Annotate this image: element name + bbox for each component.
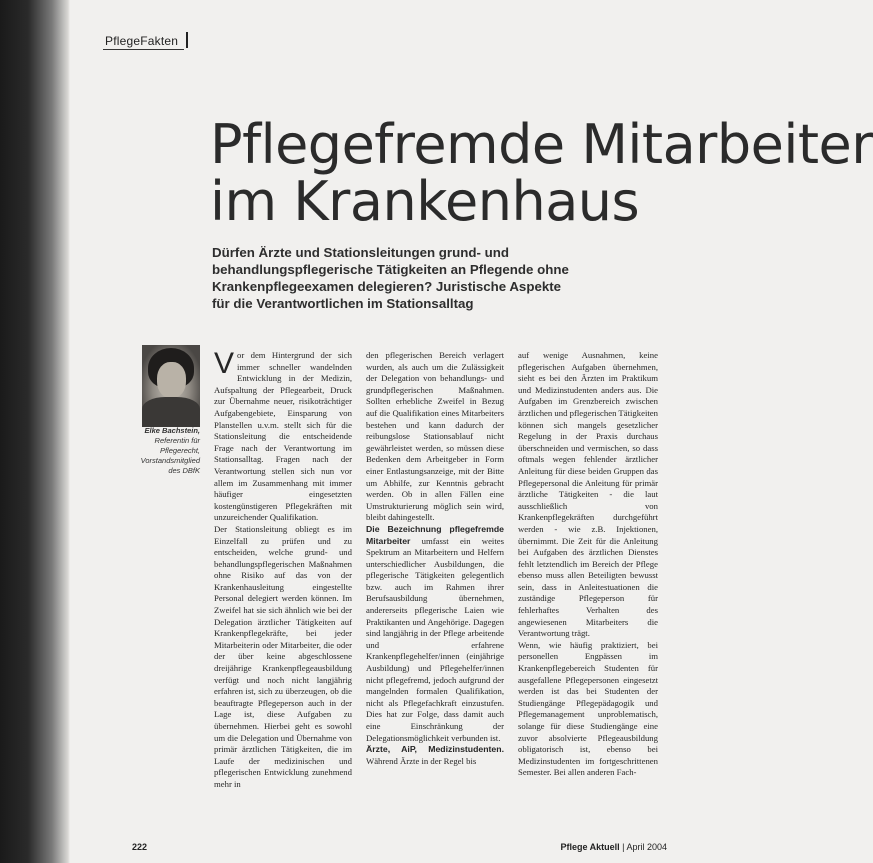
section-heading: Ärzte, AiP, Medizinstudenten. — [366, 744, 504, 755]
photo-shoulders — [142, 397, 200, 427]
title-line-1: Pflegefremde Mitarbeiter — [210, 113, 873, 176]
paragraph: auf wenige Ausnahmen, keine pflegerischen Aufgaben übernehmen, sieht es bei den Ärzten im Praktikum und Medizinstudenten anders aus. Die Aufgaben im Grenzbereich zwischen ärztlichen und pflegerischen Tätigkeiten können sich mangels gesetzlicher Regelung in der Praxis durchaus überschneiden und vermischen, so dass oftmals wegen fehlender ärztlicher Anleitung für diese beiden Gruppen das Pflegepersonal die Anleitung für primär ärztliche Tätigkeiten - die laut ausschließlich von Krankenpflegekräften durchgeführt werden - wie z.B. Injektionen, übernimmt. Die Zeit für die Anleitung bei Aufgaben des ärztlichen Dienstes fehlt letztendlich im Bereich der Pflege ebenso muss allen Beteiligten bewusst sein, dass in Anleitestuationen die zuständige Pflegeperson für fehlerhaftes Verhalten des angewiesenen Mitarbeiters die Verantwortung trägt. — [518, 350, 658, 639]
section-heading: Die Bezeichnung pflegefremde Mitarbeiter — [366, 523, 504, 546]
paragraph: Wenn, wie häufig praktiziert, bei personellen Engpässen im Krankenpflegebereich Studenten für ausgefallene Pflegepersonen eingesetzt werden ist das bei Studenten der Studiengänge Pflegepädagogik und Pflegemanagement unproblematisch, solange für diese Studiengänge eine zuvor absolvierte Pflegeausbildung obligatorisch ist, ebenso bei Medizinstudenten im fortgeschrittenen Semester. Bei allen anderen Fach- — [518, 639, 658, 778]
paragraph-text: umfasst ein weites Spektrum an Mitarbeitern und Helfern unterschiedlicher Ausbildungen, die pflegerische Tätigkeiten gelegentlich bzw. auch im Rahmen ihrer Berufsausbildung übernehmen, andererseits pflegerische Laien wie Praktikanten und Angehörige. Dagegen sind langjährig in der Pflege arbeitende und erfahrene Krankenpflegehelfer/innen (einjährige Ausbildung) und Pflegehelfer/innen nicht pflegefremd, jedoch aufgrund der mangelnden formalen Qualifikation, nicht als Pflegefachkraft einzustufen. Dies hat zur Folge, dass damit auch eine Einschränkung der Delegationsmöglichkeit verbunden ist. — [366, 535, 504, 743]
page-gutter-shadow — [0, 0, 70, 863]
paragraph — [366, 744, 504, 767]
paragraph — [214, 347, 352, 524]
paragraph: Der Stationsleitung obliegt es im Einzelfall zu prüfen und zu entscheiden, welche grund- und behandlungspflegerischen Maßnahmen ohne Risiko auf das von der Krankenhausleitung eingestellte Personal delegiert werden können. Im Zweifel hat sie sich ähnlich wie bei der Delegation ärztlicher Tätigkeiten auf Krankenpflegekräfte, bei jeder Mitarbeiterin oder Mitarbeiter, die oder der über keine abgeschlossene dreijährige Krankenpflegeausbildung verfügt und noch nicht langjährig erfahren ist, sich zu überzeugen, ob die beauftragte Pflegeperson auch in der Lage ist, diese Aufgaben zu übernehmen. Hierbei geht es sowohl um die Delegation und Übernahme von primär ärztlichen Tätigkeiten, die im Laufe der medizinischen und pflegerischen Entwicklung zunehmend mehr in — [214, 523, 352, 789]
author-name: Elke Bachstein, — [144, 426, 200, 435]
author-photo — [142, 345, 200, 419]
author-caption — [132, 426, 200, 476]
text-column-3 — [518, 350, 658, 832]
paragraph: den pflegerischen Bereich verlagert wurden, als auch um die Zulässigkeit der Delegation von behandlungs- und grundpflegerischen Maßnahmen. Sollten erhebliche Zweifel in Bezug auf die Qualifikation eines Mitarbeiters bestehen und kann dadurch der reibungslose Stationsablauf nicht gewährleistet werden, so müssen diese Bedenken dem Arbeitgeber in Form einer Entlastungsanzeige, mit der Bitte um Abhilfe, zur Kenntnis gebracht werden. Ob in allen Fällen eine Umstrukturierung möglich sein wird, bleibt dahingestellt. — [366, 350, 504, 523]
footer-magazine: Pflege Aktuell | April 2004 — [560, 842, 667, 852]
text-column-2 — [366, 350, 504, 832]
drop-cap: V — [214, 347, 235, 380]
section-bar — [186, 32, 188, 48]
author-role: Referentin für Pflegerecht, Vorstandsmitglied des DBfK — [140, 436, 200, 475]
section-label: PflegeFakten — [105, 34, 179, 48]
title-line-2: im Krankenhaus — [210, 170, 640, 233]
magazine-name: Pflege Aktuell — [560, 842, 620, 852]
text-column-1 — [214, 347, 352, 832]
article-title — [210, 113, 873, 233]
paragraph-text: or dem Hintergrund der sich immer schneller wandelnden Entwicklung in der Medizin, Aufspaltung der Pflegearbeit, Druck zur Übernahme neuer, risikoträchtiger Aufgabengebiete, Einsparung von Planstellen u.v.m. stellt sich für die Stationsleitung die entscheidende Frage nach der Verantwortung im Stationsalltag. Fragen nach der Verantwortung stellen sich nun vor allem im Zusammenhang mit immer häufiger eingesetzten kostengünstigeren Pflegekräften mit unzureichender Qualifikation. — [214, 350, 352, 523]
article-subtitle: Dürfen Ärzte und Stationsleitungen grund- und behandlungspflegerische Tätigkeiten an Pflegende ohne Krankenpflegeexamen delegieren? Juristische Aspekte für die Verantwortlichen im Stationsalltag — [212, 245, 569, 311]
issue-date: April 2004 — [626, 842, 667, 852]
paragraph — [366, 524, 504, 744]
section-tag — [103, 34, 184, 50]
photo-face — [157, 362, 186, 398]
page-number: 222 — [132, 842, 148, 852]
paragraph-text: Während Ärzte in der Regel bis — [366, 755, 477, 766]
